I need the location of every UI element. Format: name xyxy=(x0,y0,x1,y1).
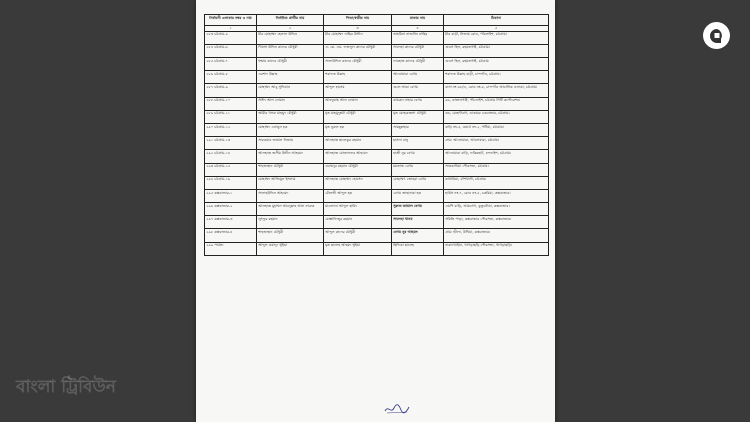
column-number: ৫ xyxy=(444,26,549,31)
cell-mother-name: ছিদ্দিকা ছালেহ xyxy=(392,242,444,255)
cell-candidate-name: সালাহউদ্দিন আহমেদ xyxy=(257,189,324,202)
cell-mother-name: তাহমিনা নাজনীন নাছির xyxy=(392,31,444,44)
cell-mother-name: মমতাজ বেগম xyxy=(392,163,444,176)
cell-candidate-name: আলহাজ্ব মুহাম্মদ আবদুল্লাহ আল ফারুক xyxy=(257,203,324,216)
cell-mother-name: মোছাম্মৎ জোহরা বেগম xyxy=(392,176,444,189)
cell-address: নারানখাইয়া, খাগড়াছড়ি পৌরসভা, খাগড়াছড়ি। xyxy=(444,242,549,255)
cell-candidate-name: গিয়াস উদ্দিন কাদের চৌধুরী xyxy=(257,44,324,57)
table-row xyxy=(205,44,549,57)
cell-father-name: আলহাজ্ব মোহাম্মদ হোসেন xyxy=(324,176,392,189)
table-row xyxy=(205,189,549,202)
cell-candidate-name: মোহাম্মদ আজিমুল ইসলাম xyxy=(257,176,324,189)
cell-address: কাথারিয়া, বাঁশখালী, চট্টগ্রাম। xyxy=(444,176,549,189)
tribune-logo-icon xyxy=(703,22,730,49)
cell-mother-name: বেগম জাহানারা হক xyxy=(392,189,444,202)
cell-constituency: ২৯৩ চট্টগ্রাম-১৫ xyxy=(205,163,257,176)
signature xyxy=(383,402,411,416)
cell-constituency: ২৯৮ কক্সবাজার-৪ xyxy=(205,229,257,242)
cell-address: ৩৩, মেহেদীবাগ, ডাকঘর: চকবাজার, চট্টগ্রাম। xyxy=(444,110,549,123)
cell-candidate-name: মোহাম্মদ আবু সুফিয়ান xyxy=(257,84,324,97)
candidate-table xyxy=(204,14,549,256)
cell-father-name: আলহাজ্ব ছালেকুর রহমান xyxy=(324,137,392,150)
table-row xyxy=(205,242,549,255)
cell-constituency: ২৯৯ পার্বত্য xyxy=(205,242,257,255)
cell-constituency: ২৮৯ চট্টগ্রাম-১১ xyxy=(205,110,257,123)
cell-address: সমিতি পাড়া, কক্সবাজার পৌরসভা, কক্সবাজার। xyxy=(444,216,549,229)
cell-father-name: আব্দুল কাদের চৌধুরী xyxy=(324,229,392,242)
cell-father-name: আবদুল্লাহ আল নোমান xyxy=(324,97,392,110)
cell-father-name: মৌলভী আব্দুল হক xyxy=(324,189,392,202)
cell-mother-name: ফারহাত কাদের চৌধুরী xyxy=(392,58,444,71)
cell-candidate-name: মীর মোহাম্মদ হেলাল উদ্দিন xyxy=(257,31,324,44)
cell-mother-name: সামছুন্নাহার xyxy=(392,123,444,136)
cell-mother-name: সালেহা খানম xyxy=(392,216,444,229)
cell-father-name: মাওলানা আব্দুল হামিদ xyxy=(324,203,392,216)
cell-constituency: ২৯৪ চট্টগ্রাম-১৬ xyxy=(205,176,257,189)
cell-father-name: এ. কে. এম. ফজলুল কাদের চৌধুরী xyxy=(324,44,392,57)
table-row xyxy=(205,58,549,71)
cell-address: আনোয়ারা বাড়ি, ফকিরহাট, চন্দনাইশ, চট্টগ্রাম। xyxy=(444,150,549,163)
watermark-text: বাংলা ট্রিবিউন xyxy=(16,377,116,397)
header-address: ঠিকানা xyxy=(444,15,549,26)
cell-father-name: মৃত ছালেহ আহমদ ভূঁইয়া xyxy=(324,242,392,255)
cell-constituency: ২৯১ চট্টগ্রাম-১৩ xyxy=(205,137,257,150)
table-row xyxy=(205,150,549,163)
cell-address: বাড়ি নং-৫, ওয়ার্ড নং-২, পটিয়া, চট্টগ্রাম। xyxy=(444,123,549,136)
cell-father-name: আলহাজ্ব মোজাফফর আহমেদ xyxy=(324,150,392,163)
cell-candidate-name: সাঈদ আল নোমান xyxy=(257,97,324,110)
cell-constituency: ২৮৮ চট্টগ্রাম-১০ xyxy=(205,97,257,110)
cell-constituency: ২৮৬ চট্টগ্রাম-৮ xyxy=(205,71,257,84)
cell-address: সাতকানিয়া পৌরসভা, চট্টগ্রাম। xyxy=(444,163,549,176)
cell-mother-name: সুরুজ জামাল বেগম xyxy=(392,203,444,216)
table-row xyxy=(205,97,549,110)
document-page xyxy=(196,0,555,422)
cell-father-name: আব্দুল হাসেম xyxy=(324,84,392,97)
cell-candidate-name: হুম্মাম কাদের চৌধুরী xyxy=(257,58,324,71)
column-number: ৪ xyxy=(392,26,444,31)
cell-mother-name: হাসনা বানু xyxy=(392,137,444,150)
cell-father-name: মীর মোহাম্মদ নাছির উদ্দীন xyxy=(324,31,392,44)
cell-father-name: শরাফত উল্লাহ xyxy=(324,71,392,84)
table-row xyxy=(205,216,549,229)
cell-constituency: ২৯২ চট্টগ্রাম-১৪ xyxy=(205,150,257,163)
cell-constituency: ২৯০ চট্টগ্রাম-১২ xyxy=(205,123,257,136)
cell-mother-name: গুলে আরা বেগম xyxy=(392,84,444,97)
cell-constituency: ২৮৩ চট্টগ্রাম-৫ xyxy=(205,31,257,44)
table-row xyxy=(205,84,549,97)
cell-mother-name: আনোয়ারা বেগম xyxy=(392,71,444,84)
cell-mother-name: সালেহা কাদের চৌধুরী xyxy=(392,44,444,57)
cell-father-name: মৃত মাহমুদুন্নবী চৌধুরী xyxy=(324,110,392,123)
header-constituency: নির্বাচনী এলাকার নম্বর ও নাম xyxy=(205,15,257,26)
table-row xyxy=(205,137,549,150)
cell-candidate-name: শাহজাহান চৌধুরী xyxy=(257,229,324,242)
cell-father-name: মোস্তাফিজুর রহমান xyxy=(324,216,392,229)
cell-constituency: ২৮৭ চট্টগ্রাম-৯ xyxy=(205,84,257,97)
cell-father-name: মৃত নুরুল হক xyxy=(324,123,392,136)
cell-constituency: ২৯৬ কক্সবাজার-২ xyxy=(205,203,257,216)
column-number: ১ xyxy=(205,26,257,31)
cell-mother-name: বেগম নুর আহমদ xyxy=(392,229,444,242)
cell-address: গুডস হিল, রহমতগঞ্জ, চট্টগ্রাম xyxy=(444,58,549,71)
cell-constituency: ২৯৭ কক্সবাজার-৩ xyxy=(205,216,257,229)
cell-address: হাউস নং-৭, রোড নং-৫, চকরিয়া, কক্সবাজার। xyxy=(444,189,549,202)
cell-candidate-name: মোহাম্মদ এনামুল হক xyxy=(257,123,324,136)
cell-constituency: ২৮৫ চট্টগ্রাম-৭ xyxy=(205,58,257,71)
cell-father-name: ওবায়দুর রহমান চৌধুরী xyxy=(324,163,392,176)
table-row xyxy=(205,229,549,242)
table-row xyxy=(205,176,549,189)
cell-address: গুডস হিল, রহমতগঞ্জ, চট্টগ্রাম। xyxy=(444,44,549,57)
cell-constituency: ২৯৫ কক্সবাজার-১ xyxy=(205,189,257,202)
cell-candidate-name: শাহজাহান চৌধুরী xyxy=(257,163,324,176)
table-row xyxy=(205,31,549,44)
cell-address: বাসা নং ৬৮/এ, রোড নং-৮, চান্দগাঁও আবাসিক এলাকা, চট্টগ্রাম। xyxy=(444,84,549,97)
table-header-row xyxy=(205,15,549,26)
cell-address: মীর বাড়ী, নিজাম রোড, পাঁচলাইশ, চট্টগ্রাম। xyxy=(444,31,549,44)
column-number: ৩ xyxy=(324,26,392,31)
column-number: ২ xyxy=(257,26,324,31)
header-father-name: পিতা/স্বামীর নাম xyxy=(324,15,392,26)
cell-address: শরাফত উল্লাহ বাড়ী, চান্দগাঁও, চট্টগ্রাম। xyxy=(444,71,549,84)
table-row xyxy=(205,110,549,123)
cell-candidate-name: আমীর খসরু মাহমুদ চৌধুরী xyxy=(257,110,324,123)
cell-father-name: সালাউদ্দিন কাদের চৌধুরী xyxy=(324,58,392,71)
cell-mother-name: হাজী নুর বেগম xyxy=(392,150,444,163)
cell-address: এমপি বাড়ি, আমবাগা, কুতুবদিয়া, কক্সবাজার। xyxy=(444,203,549,216)
cell-mother-name: কামরুন নাহার বেগম xyxy=(392,97,444,110)
cell-candidate-name: সারওয়ার জামাল নিজাম xyxy=(257,137,324,150)
cell-mother-name: মৃত মেহেরুন্নেসা চৌধুরী xyxy=(392,110,444,123)
cell-address: গ্রাম: হ্নীলা, উখিয়া, কক্সবাজার। xyxy=(444,229,549,242)
header-candidate-name: নির্বাচিত প্রার্থীর নাম xyxy=(257,15,324,26)
cell-candidate-name: আব্দুল ওয়াদুদ ভূঁইয়া xyxy=(257,242,324,255)
cell-candidate-name: আলহাজ্ব জসীম উদ্দীন আহমেদ xyxy=(257,150,324,163)
cell-address: গ্রাম: আনোয়ারা, আনোয়ারা, চট্টগ্রাম। xyxy=(444,137,549,150)
table-row xyxy=(205,71,549,84)
table-row xyxy=(205,203,549,216)
table-row xyxy=(205,123,549,136)
cell-candidate-name: লুৎফুর রহমান xyxy=(257,216,324,229)
cell-candidate-name: এরশাদ উল্লাহ xyxy=(257,71,324,84)
header-mother-name: মাতার নাম xyxy=(392,15,444,26)
cell-address: ৬৬, কাতালগঞ্জ, পাঁচলাইশ, চট্টগ্রাম সিটি কর্পোরেশন। xyxy=(444,97,549,110)
cell-constituency: ২৮৪ চট্টগ্রাম-৬ xyxy=(205,44,257,57)
table-row xyxy=(205,163,549,176)
